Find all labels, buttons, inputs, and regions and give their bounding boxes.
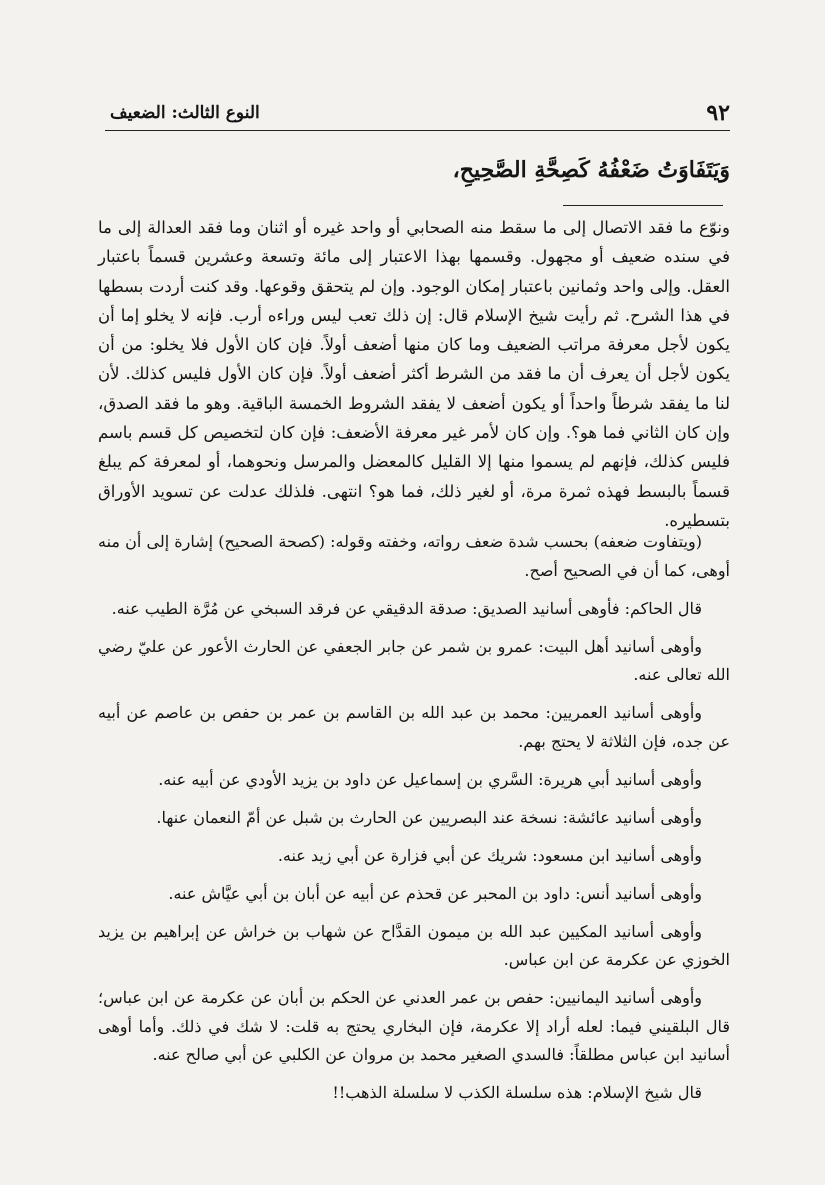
explanation-paragraph: ونوّع ما فقد الاتصال إلى ما سقط منه الصحابي أو واحد غيره أو اثنان وما فقد العدالة إلى ما في سنده ضعيف أو مجهول. وقسمها بهذا الاعتبار إلى مائة وتسعة وعشرين قسماً باعتبار العقل. وإلى واحد وثمانين باعتبار إمكان الوجود. وإن لم يتحقق وقوعها. وقد كنت أردت بسطها في هذا الشرح. ثم رأيت شيخ الإسلام قال: إن ذلك تعب ليس وراءه أرب. فإنه لا يخلو إما أن يكون لأجل معرفة مراتب الضعيف وما كان منها أضعف أولاً. فإن كان الأول فلا يخلو: من أن يكون لأجل أن يعرف أن ما فقد من الشرط أكثر أضعف أولاً. فإن كان الأول فليس كذلك. لأن لنا ما يفقد شرطاً واحداً أو يكون أضعف لا يفقد الشروط الخمسة الباقية. وهو ما فقد الصدق، وإن كان الثاني فما هو؟. وإن كان لأمر غير معرفة الأضعف: فإن كان لتخصيص كل قسم باسم فليس كذلك، فإنهم لم يسموا منها إلا القليل كالمعضل والمرسل ونحوهما، أو لمعرفة كم يبلغ قسماً بالبسط فهذه ثمرة مرة، أو لغير ذلك، فما هو؟ انتهى. فلذلك عدلت عن تسويد الأوراق بتسطيره. [98,218,730,530]
page-number: ٩٢ [706,100,730,126]
commentary-paragraph: قال شيخ الإسلام: هذه سلسلة الكذب لا سلسلة الذهب!! [332,1083,702,1103]
page-header [105,98,730,128]
header-rule [105,130,730,131]
commentary-paragraph: وأوهى أسانيد اليمانيين: حفص بن عمر العدني عن الحكم بن أبان عن عكرمة عن ابن عباس؛ قال البلقيني فيما: لعله أراد إلا عكرمة، فإن البخاري يحتج به قلت: لا شك في ذلك. وأما أوهى أسانيد ابن عباس مطلقاً: فالسدي الصغير محمد بن مروان عن الكلبي عن أبي صالح عنه. [98,988,730,1065]
commentary-paragraph: قال الحاكم: فأوهى أسانيد الصديق: صدقة الدقيقي عن فرقد السبخي عن مُرَّة الطيب عنه. [111,598,702,618]
commentary-paragraph: وأوهى أسانيد ابن مسعود: شريك عن أبي فزارة عن أبي زيد عنه. [277,845,702,865]
verse-separator-rule [563,205,723,206]
verse-line: وَيَتَفَاوَتُ ضَعْفُهُ كَصِحَّةِ الصَّحِيحِ، [452,157,730,183]
commentary-paragraph: وأوهى أسانيد عائشة: نسخة عند البصريين عن الحارث بن شبل عن أمّ النعمان عنها. [156,807,702,827]
commentary-paragraph: وأوهى أسانيد أنس: داود بن المحبر عن قحذم عن أبيه عن أبان بن أبي عيَّاش عنه. [168,883,702,903]
running-title: النوع الثالث: الضعيف [110,103,260,123]
commentary-paragraph: وأوهى أسانيد أهل البيت: عمرو بن شمر عن جابر الجعفي عن الحارث الأعور عن عليّ رضي الله تعالى عنه. [98,636,730,685]
commentary-paragraph: وأوهى أسانيد أبي هريرة: السَّري بن إسماعيل عن داود بن يزيد الأودي عن أبيه عنه. [158,769,702,789]
commentary-paragraph: وأوهى أسانيد المكيين عبد الله بن ميمون القدَّاح عن شهاب بن خراش عن إبراهيم بن يزيد الخوزي عن عكرمة عن ابن عباس. [98,921,730,970]
commentary-opening-paragraph: (ويتفاوت ضعفه) بحسب شدة ضعف رواته، وخفته وقوله: (كصحة الصحيح) إشارة إلى أن منه أوهى، كما أن في الصحيح أصح. [98,532,730,580]
commentary-block [98,528,730,1117]
explanation-block [98,213,730,535]
commentary-paragraph: وأوهى أسانيد العمريين: محمد بن عبد الله بن القاسم بن عمر بن حفص بن عاصم عن أبيه عن جده، فإن الثلاثة لا يحتج بهم. [98,703,730,751]
